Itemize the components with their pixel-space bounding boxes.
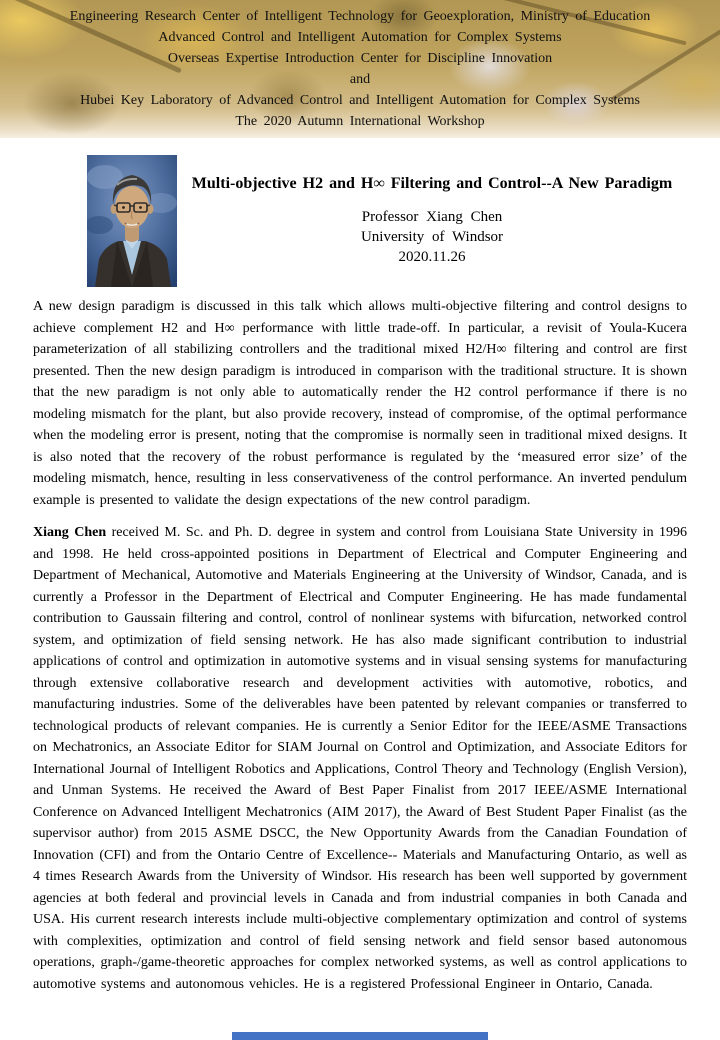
banner-line-1: Engineering Research Center of Intelligent Technology for Geoexploration, Ministry of Education xyxy=(69,9,651,24)
bio-paragraph xyxy=(33,522,687,995)
bio-text: received M. Sc. and Ph. D. degree in system and control from Louisiana State University in 1996 and 1998. He held cross-appointed positions in Department of Electrical and Computer Engineering and Department of Mechanical, Automotive and Materials Engineering at the University of Windsor, Canada, and is currently a Professor in the Department of Electrical and Computer Engineering. He has made fundamental contribution to Gaussain filtering and control, control of nonlinear systems with bifurcation, networked control system, and optimization of field sensing network. He has also made significant contribution to industrial applications of control and optimization in automotive systems and in visual sensing systems for manufacturing through extensive collaborative research and development activities with automotive, robotics, and manufacturing industries. Some of the deliverables have been patented by relevant companies or transferred to technological products of relevant companies. He is currently a Senior Editor for the IEEE/ASME Transactions on Mechatronics, an Associate Editor for SIAM Journal on Control and Optimization, and Associate Editors for International Journal of Intelligent Robotics and Applications, Control Theory and Technology (English Version), and Unman Systems. He received the Award of Best Paper Finalist from 2017 IEEE/ASME International Conference on Advanced Intelligent Mechatronics (AIM 2017), the Award of Best Student Paper Finalist (as the supervisor author) from 2015 ASME DSCC, the New Opportunity Awards from the Canadian Foundation of Innovation (CFI) and from the Ontario Centre of Excellence-- Materials and Manufacturing Ontario, as well as 4 times Research Awards from the University of Windsor. His research has been well supported by government agencies at both federal and provincial levels in Canada and from industrial companies in both Canada and USA. His current research interests include multi-objective complementary optimization and control of systems with complexities, optimization and control of field sensing network and field sensor based autonomous operations, graph-/game-theoretic approaches for complex networked systems, as well as control applications to automotive systems and autonomous vehicles. He is a registered Professional Engineer in Ontario, Canada. xyxy=(33,525,688,992)
banner-line-6: The 2020 Autumn International Workshop xyxy=(235,114,485,129)
banner-line-4: and xyxy=(349,72,371,87)
portrait-illustration xyxy=(87,155,177,287)
abstract-paragraph: A new design paradigm is discussed in this talk which allows multi-objective filtering and control designs to achieve complement H2 and H∞ performance with little trade-off. In particular, a revisit of Youla-Kucera parameterization of all stabilizing controllers and the traditional mixed H2/H∞ filtering and control are first presented. Then the new design paradigm is introduced in comparison with the traditional structure. It is shown that the new paradigm is not only able to automatically render the H2 control performance if there is no modeling mismatch for the plant, but also provide recovery, instead of compromise, of the optimal performance when the modeling error is present, noting that the compromise is normally seen in traditional mixed designs. It is also noted that the recovery of the robust performance is regulated by the ‘measured error size’ of the modeling mismatch, hence, resulting in less conservativeness of the control performance. An inverted pendulum example is presented to validate the design expectations of the new control paradigm. xyxy=(33,299,687,508)
speaker-block xyxy=(177,207,687,267)
banner-line-5: Hubei Key Laboratory of Advanced Control and Intelligent Automation for Complex Systems xyxy=(80,93,640,108)
speaker-affiliation: University of Windsor xyxy=(360,229,504,245)
speaker-name: Professor Xiang Chen xyxy=(361,209,503,225)
bio-speaker-name: Xiang Chen xyxy=(33,525,107,540)
autumn-leaves-banner xyxy=(0,0,720,138)
bottom-blue-bar xyxy=(232,1032,488,1040)
talk-title: Multi-objective H2 and H∞ Filtering and Control--A New Paradigm xyxy=(191,175,673,192)
talk-date: 2020.11.26 xyxy=(398,249,466,265)
banner-line-3: Overseas Expertise Introduction Center for Discipline Innovation xyxy=(167,51,553,66)
banner-line-2: Advanced Control and Intelligent Automation for Complex Systems xyxy=(158,30,562,45)
speaker-photo xyxy=(87,155,177,287)
talk-info xyxy=(177,155,687,267)
document-body xyxy=(0,155,720,995)
banner-text-block xyxy=(0,0,720,138)
talk-header-section xyxy=(33,155,687,287)
